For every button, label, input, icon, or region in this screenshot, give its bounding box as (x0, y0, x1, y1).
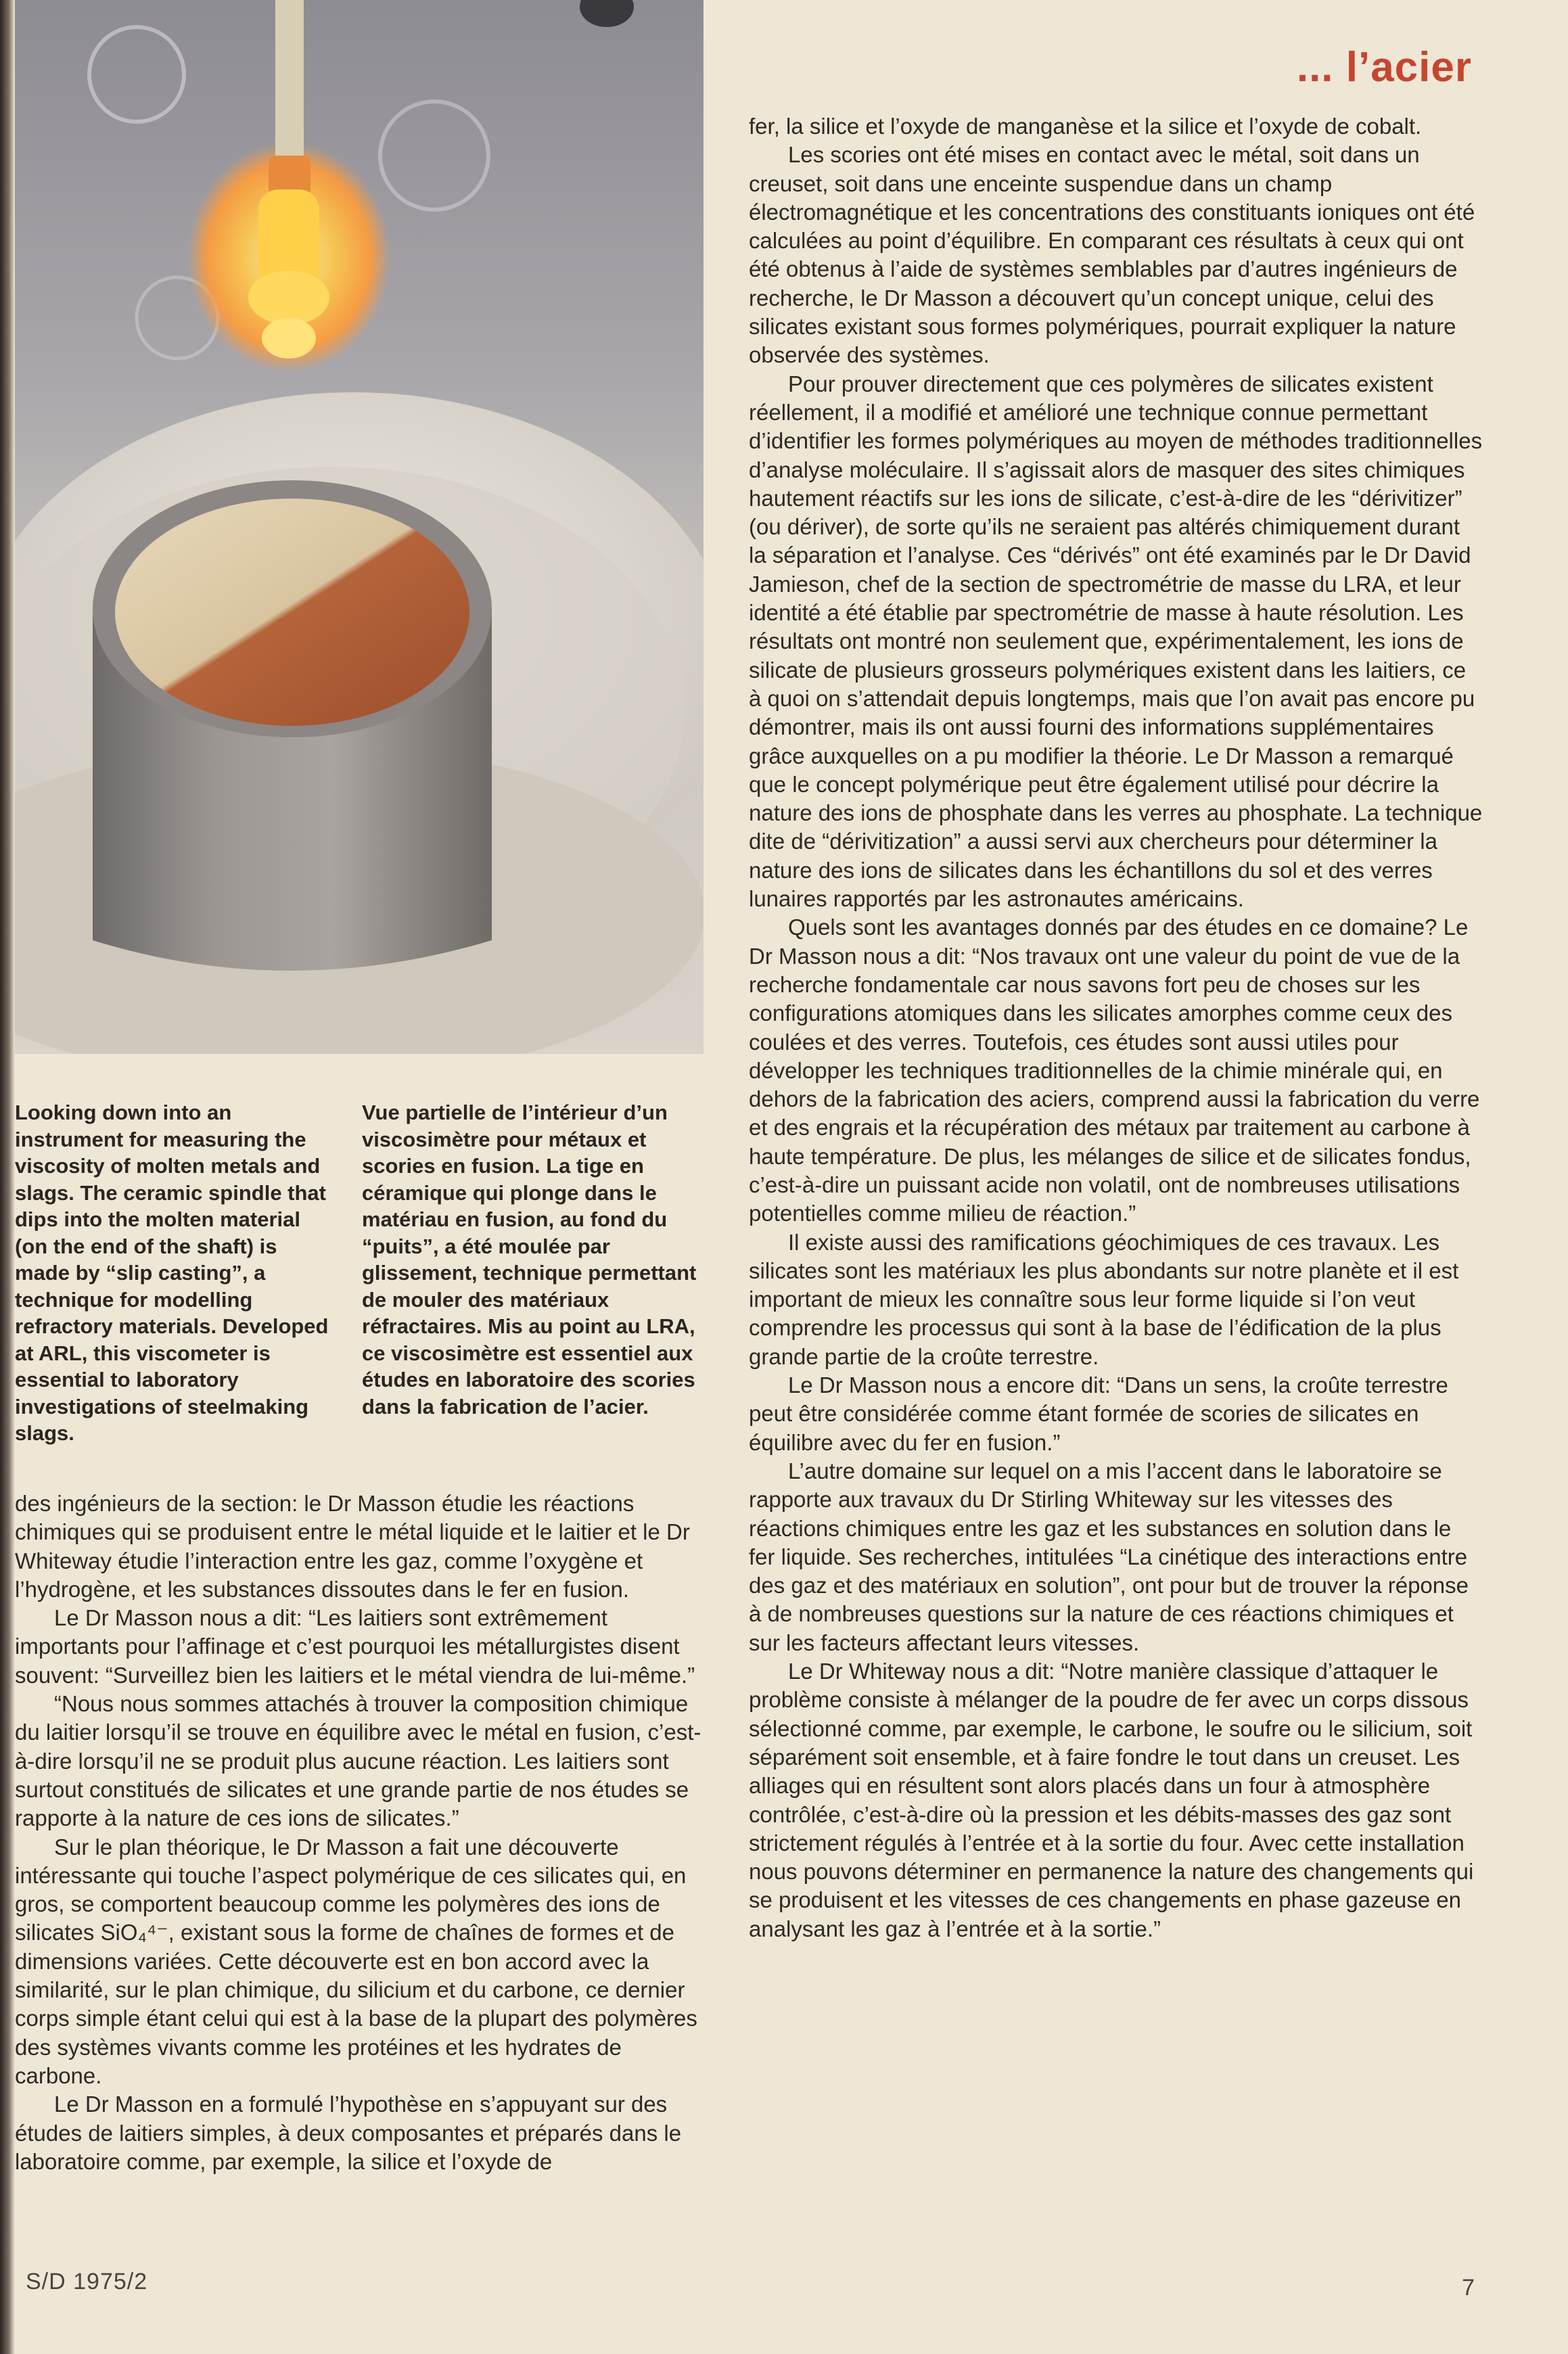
paragraph: “Nous nous sommes attachés à trouver la composition chimique du laitier lorsqu’il se trouve en équilibre avec le métal en fusion, c’est-à-dire lorsqu’il ne se produit plus aucune réaction. Les laitiers sont surtout constitués de silicates et une grande partie de nos études se rapporte à la nature de ces ions de silicates.” (15, 1691, 701, 1831)
photo-caption-french: Vue partielle de l’intérieur d’un viscosimètre pour métaux et scories en fusion. La tige en céramique qui plonge dans le matériau en fusion, au fond du “puits”, a été moulée par glissement, technique permettant de mouler des matériaux réfractaires. Mis au point au LRA, ce viscosimètre est essentiel aux études en laboratoire des scories dans la fabrication de l’acier. (362, 1101, 697, 1418)
paragraph: Il existe aussi des ramifications géochimiques de ces travaux. Les silicates sont les matériaux les plus abondants sur notre planète et il est important de mieux les connaître sous leur forme liquide si l’on veut comprendre les processus qui sont à la base de l’édification de la plus grande partie de la croûte terrestre. (749, 1229, 1459, 1369)
right-text-column (749, 112, 1483, 1943)
paragraph: fer, la silice et l’oxyde de manganèse et la silice et l’oxyde de cobalt. (749, 114, 1422, 139)
paragraph: Quels sont les avantages donnés par des études en ce domaine? Le Dr Masson nous a dit: “Nos travaux ont une valeur du point de vue de la recherche fondamentale car nous savons fort peu de choses sur les configurations atomiques dans les silicates amorphes comme ceux des coulées et des verres. Toutefois, ces études sont aussi utiles pour développer les techniques traditionnelles de la chimie minérale qui, en dehors de la fabrication des aciers, comprend aussi la fabrication du verre et des engrais et la récupération des métaux par traitement au carbone à haute température. De plus, les mélanges de silice et de silicates fondus, c’est-à-dire un puissant acide non volatil, ont de nombreuses utilisations potentielles comme milieu de réaction.” (749, 915, 1480, 1226)
paragraph: Le Dr Masson nous a dit: “Les laitiers sont extrêmement importants pour l’affinage et c’est pourquoi les métallurgistes disent souvent: “Surveillez bien les laitiers et le métal viendra de lui-même.” (15, 1605, 695, 1688)
paragraph: Sur le plan théorique, le Dr Masson a fait une découverte intéressante qui touche l’aspect polymérique de ces silicates qui, en gros, se comportent beaucoup comme les polymères des ions de silicates SiO₄⁴⁻, existant sous la forme de chaînes de formes et de dimensions variées. Cette découverte est en bon accord avec la similarité, sur le plan chimique, du silicium et du carbone, ce dernier corps simple étant celui qui est à la base de la plupart des polymères des systèmes vivants comme les protéines et les hydrates de carbone. (15, 1834, 697, 2088)
issue-label: S/D 1975/2 (26, 2269, 148, 2294)
viscometer-photo (15, 0, 704, 1054)
left-text-column (15, 1490, 712, 2176)
paragraph: Le Dr Masson nous a encore dit: “Dans un sens, la croûte terrestre peut être considérée comme étant formée de scories de silicates en équilibre avec du fer en fusion.” (749, 1372, 1448, 1455)
paragraph: Le Dr Masson en a formulé l’hypothèse en s’appuyant sur des études de laitiers simples, à deux composantes et préparés dans le laboratoire comme, par exemple, la silice et l’oxyde de (15, 2092, 682, 2174)
paragraph: Le Dr Whiteway nous a dit: “Notre manière classique d’attaquer le problème consiste à mélanger de la poudre de fer avec un corps dissous sélectionné comme, par exemple, le carbone, le soufre ou le silicium, soit séparément soit ensemble, et à faire fondre le tout dans un creuset. Les alliages qui en résultent sont alors placés dans un four à atmosphère contrôlée, c’est-à-dire où la pression et les débits-masses des gaz sont strictement régulés à l’entrée et à la sortie du four. Avec cette installation nous pouvons déterminer en permanence la nature des changements qui se produisent et les vitesses de ces changements en phase gazeuse en analysant les gaz à l’entrée et à la sortie.” (749, 1659, 1474, 1941)
page-number: 7 (1462, 2275, 1475, 2301)
paragraph: Les scories ont été mises en contact avec le métal, soit dans un creuset, soit dans une enceinte suspendue dans un champ électromagnétique et les concentrations des constituants ioniques ont été calculées au point d’équilibre. En comparant ces résultats à ceux qui ont été obtenus à l’aide de systèmes semblables par d’autres ingénieurs de recherche, le Dr Masson a découvert qu’un concept unique, celui des silicates existant sous formes polymériques, pourrait expliquer la nature observée des systèmes. (749, 142, 1475, 368)
paragraph: des ingénieurs de la section: le Dr Masson étudie les réactions chimiques qui se produisent entre le métal liquide et le laitier et le Dr Whiteway étudie l’interaction entre les gaz, comme l’oxygène et l’hydrogène, et les substances dissoutes dans le fer en fusion. (15, 1491, 690, 1602)
paragraph: Pour prouver directement que ces polymères de silicates existent réellement, il a modifié et amélioré une technique connue permettant d’identifier les formes polymériques au moyen de méthodes traditionnelles d’analyse moléculaire. Il s’agissait alors de masquer des sites chimiques hautement réactifs sur les ions de silicate, c’est-à-dire de les “dérivitizer” (ou dériver), de sorte qu’ils ne seraient pas altérés chimiquement durant la séparation et l’analyse. Ces “dérivés” ont été examinés par le Dr David Jamieson, chef de la section de spectrométrie de masse du LRA, et leur identité a été établie par spectrométrie de masse à haute résolution. Les résultats ont montré non seulement que, expérimentalement, les ions de silicate de plusieurs grosseurs polymériques existent dans les laitiers, ce à quoi on s’attendait depuis longtemps, mais que l’on avait pas encore pu démontrer, mais ils ont aussi fourni des informations supplémentaires grâce auxquelles on a pu modifier la théorie. Le Dr Masson a remarqué que le concept polymérique peut être également utilisé pour décrire la nature des ions de phosphate dans les verres au phosphate. La technique dite de “dérivitization” a aussi servi aux chercheurs pour déterminer la nature des ions de silicates dans les échantillons du sol et des verres lunaires rapportés par les astronautes américains. (749, 371, 1483, 912)
paragraph: L’autre domaine sur lequel on a mis l’accent dans le laboratoire se rapporte aux travaux du Dr Stirling Whiteway sur les vitesses des réactions chimiques entre les gaz et les substances en solution dans le fer liquide. Ses recherches, intitulées “La cinétique des interactions entre des gaz et des matériaux en solution”, ont pour but de trouver la réponse à de nombreuses questions sur la nature de ces réactions chimiques et sur les facteurs affectant leurs vitesses. (749, 1458, 1469, 1655)
section-title: ... l’acier (1296, 44, 1472, 91)
page-gutter-shadow (0, 0, 15, 2354)
photo-caption-english: Looking down into an instrument for measuring the viscosity of molten metals and slags. The ceramic spindle that dips into the molten material (on the end of the shaft) is made by “slip casting”, a technique for modelling refractory materials. Developed at ARL, this viscometer is essential to laboratory investigations of steelmaking slags. (15, 1101, 329, 1445)
